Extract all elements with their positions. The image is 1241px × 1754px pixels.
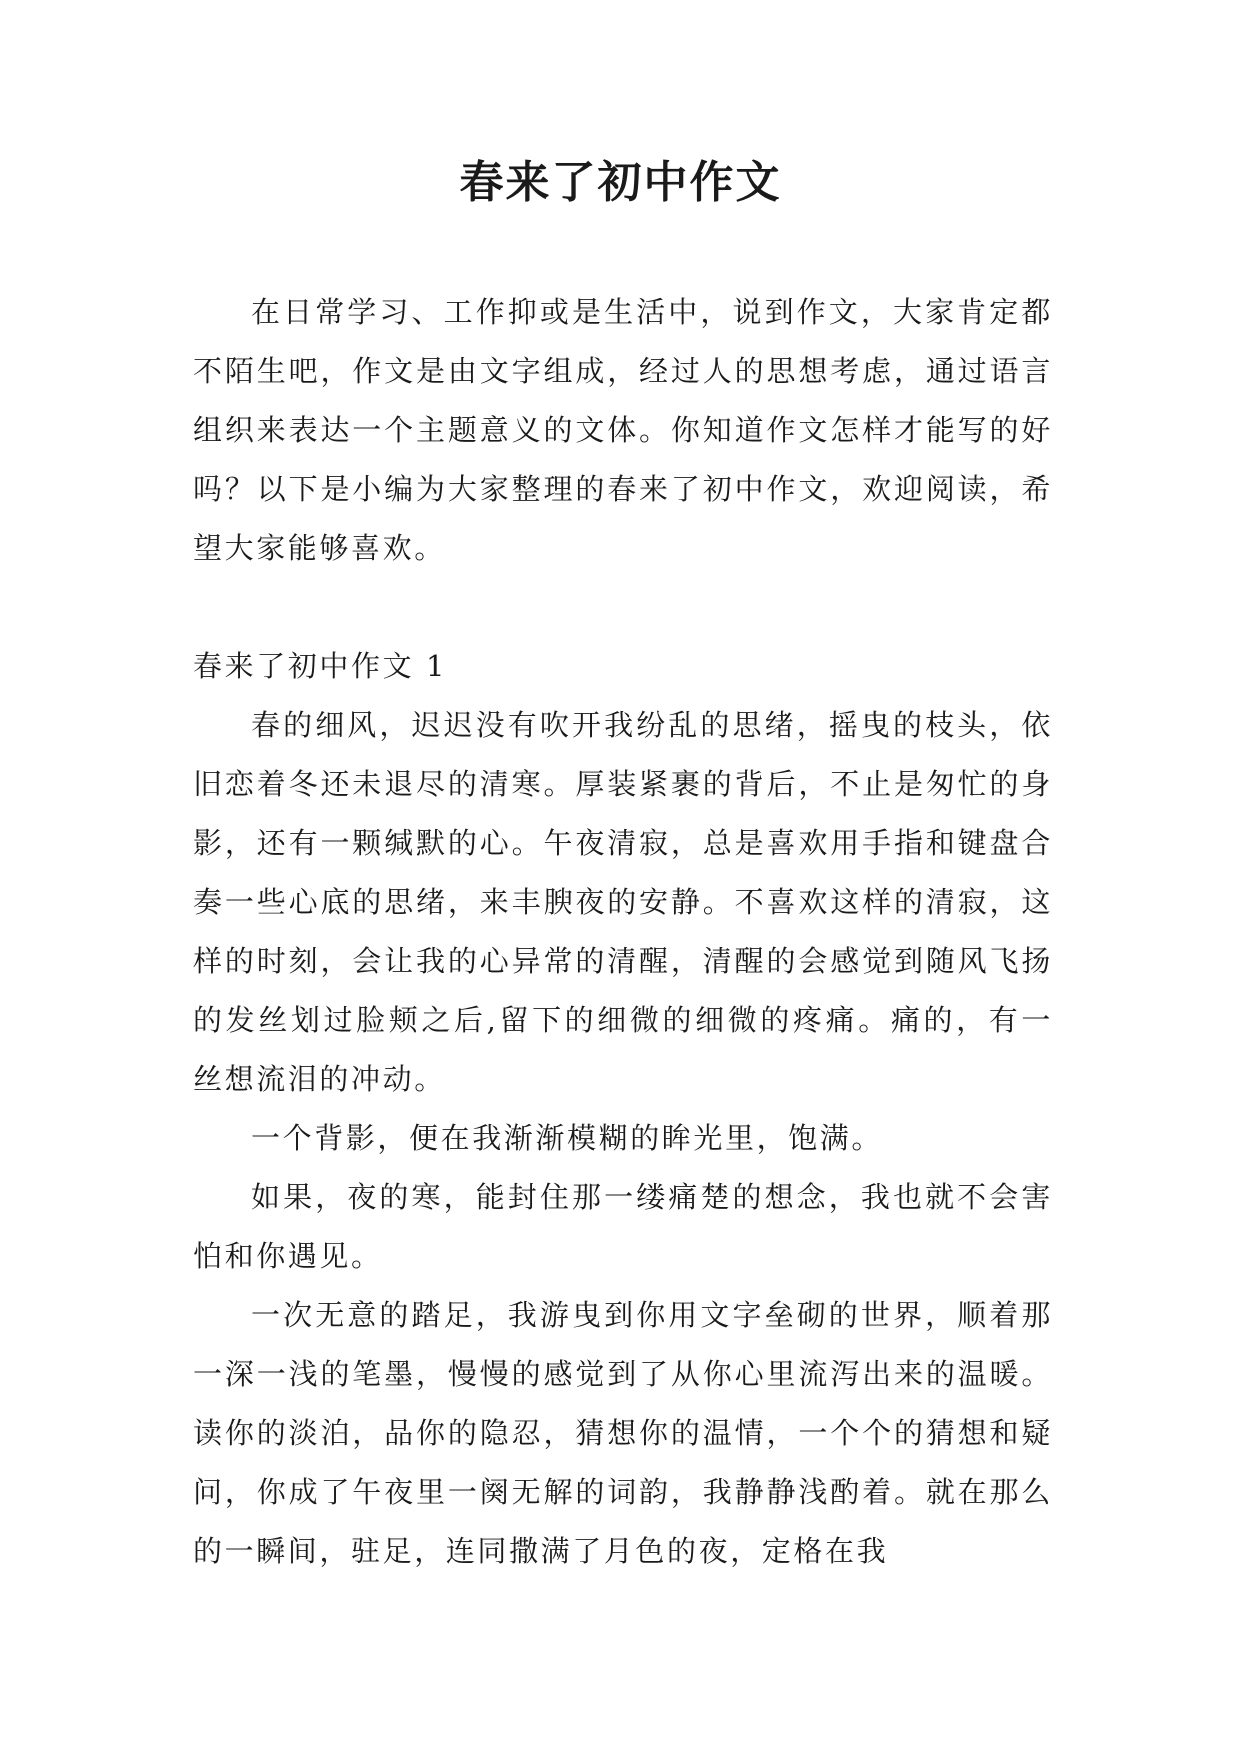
intro-paragraph: 在日常学习、工作抑或是生活中，说到作文，大家肯定都不陌生吧，作文是由文字组成，经过人的思想考虑，通过语言组织来表达一个主题意义的文体。你知道作文怎样才能写的好吗？以下是小编为大家整理的春来了初中作文，欢迎阅读，希望大家能够喜欢。 — [193, 295, 1053, 565]
intro-section — [193, 283, 1053, 578]
essay-paragraph: 春的细风，迟迟没有吹开我纷乱的思绪，摇曳的枝头，依旧恋着冬还未退尽的清寒。厚装紧裹的背后，不止是匆忙的身影，还有一颗缄默的心。午夜清寂，总是喜欢用手指和键盘合奏一些心底的思绪，来丰腴夜的安静。不喜欢这样的清寂，这样的时刻，会让我的心异常的清醒，清醒的会感觉到随风飞扬的发丝划过脸颊之后,留下的细微的细微的疼痛。痛的，有一丝想流泪的冲动。 — [193, 708, 1053, 1096]
section-heading: 春来了初中作文 1 — [193, 649, 448, 683]
page-title: 春来了初中作文 — [459, 157, 782, 208]
essay-paragraph: 一次无意的踏足，我游曳到你用文字垒砌的世界，顺着那一深一浅的笔墨，慢慢的感觉到了从你心里流泻出来的温暖。读你的淡泊，品你的隐忍，猜想你的温情，一个个的猜想和疑问，你成了午夜里一阕无解的词韵，我静静浅酌着。就在那么的一瞬间，驻足，连同撒满了月色的夜，定格在我 — [193, 1298, 1053, 1568]
essay-body — [193, 696, 1053, 1581]
essay-paragraph: 如果，夜的寒，能封住那一缕痛楚的想念，我也就不会害怕和你遇见。 — [193, 1180, 1053, 1273]
essay-paragraph: 一个背影，便在我渐渐模糊的眸光里，饱满。 — [251, 1121, 884, 1155]
